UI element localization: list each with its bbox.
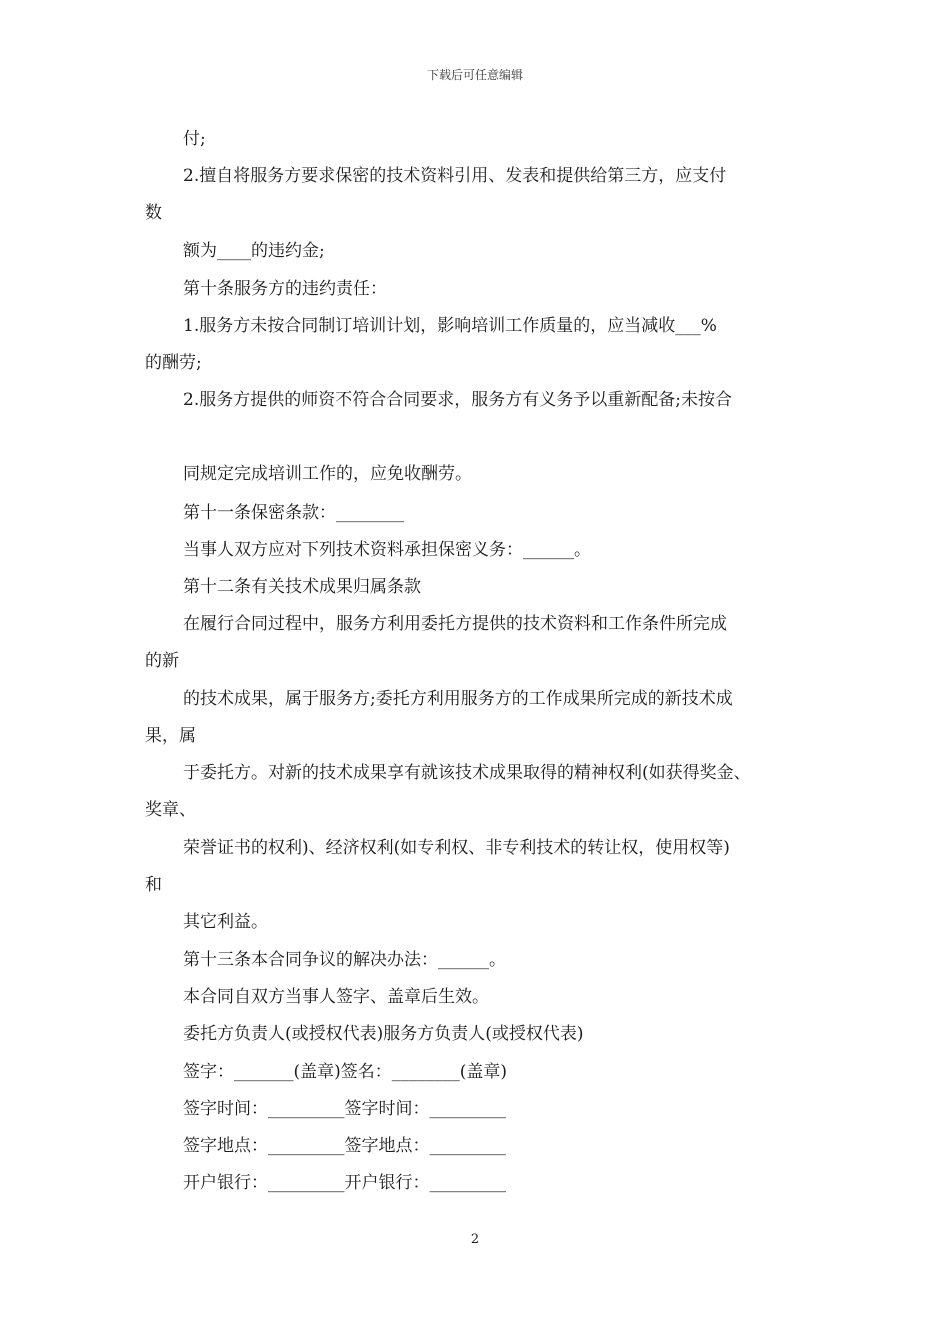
text-line: 果，属 [145, 726, 196, 746]
text-line: 的技术成果，属于服务方;委托方利用服务方的工作成果所完成的新技术成 [183, 689, 733, 709]
page-header: 下载后可任意编辑 [426, 68, 523, 82]
text-line: 第十二条有关技术成果归属条款 [183, 577, 421, 597]
text-line: 第十三条本合同争议的解决办法：______。 [183, 950, 506, 970]
text-line: 本合同自双方当事人签字、盖章后生效。 [183, 987, 489, 1007]
text-line: 在履行合同过程中，服务方利用委托方提供的技术资料和工作条件所完成 [183, 614, 727, 634]
text-line: 同规定完成培训工作的，应免收酬劳。 [183, 464, 472, 484]
page-number: 2 [470, 1232, 480, 1247]
text-line: 于委托方。对新的技术成果享有就该技术成果取得的精神权利(如获得奖金、 [183, 763, 751, 783]
text-line: 额为____的违约金; [183, 241, 325, 261]
text-line: 数 [145, 203, 162, 223]
text-line: 2.擅自将服务方要求保密的技术资料引用、发表和提供给第三方，应支付 [183, 166, 727, 186]
text-line: 第十条服务方的违约责任： [183, 279, 387, 299]
text-line: 的新 [145, 651, 179, 671]
text-line: 1.服务方未按合同制订培训计划，影响培训工作质量的，应当减收___% [183, 316, 717, 336]
text-line: 2.服务方提供的师资不符合合同要求，服务方有义务予以重新配备;未按合 [183, 390, 732, 410]
text-line: 当事人双方应对下列技术资料承担保密义务：______。 [183, 540, 591, 560]
text-line: 付; [183, 129, 206, 149]
text-line: 奖章、 [145, 800, 196, 820]
text-line: 和 [145, 875, 162, 895]
text-line: 第十一条保密条款：________ [183, 503, 404, 523]
text-line: 其它利益。 [183, 912, 268, 932]
text-line: 委托方负责人(或授权代表)服务方负责人(或授权代表) [183, 1024, 584, 1044]
text-line: 签字地点：_________签字地点：_________ [183, 1136, 506, 1156]
text-line: 的酬劳; [145, 353, 202, 373]
text-line: 荣誉证书的权利)、经济权利(如专利权、非专利技术的转让权，使用权等) [183, 838, 730, 858]
text-line: 签字时间：_________签字时间：_________ [183, 1099, 506, 1119]
text-line: 开户银行：_________开户银行：_________ [183, 1173, 506, 1193]
text-line: 签字：_______(盖章)签名：________(盖章) [183, 1062, 508, 1082]
